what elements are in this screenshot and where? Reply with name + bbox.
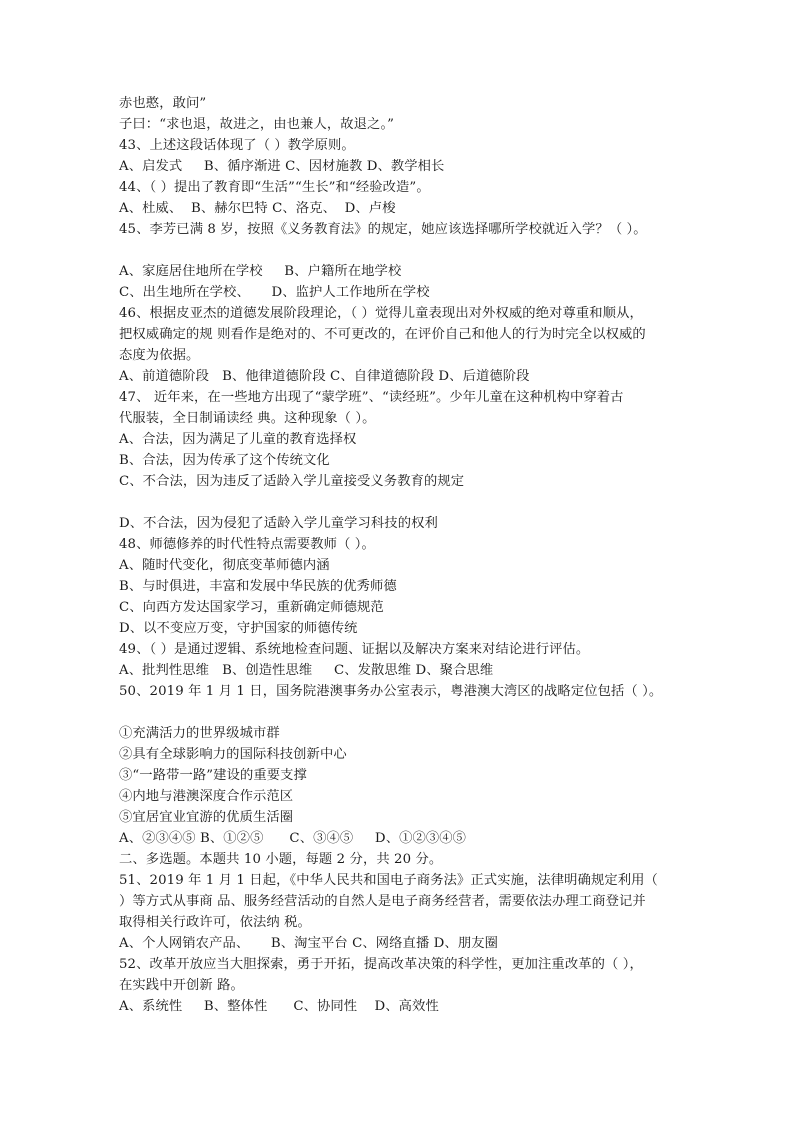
question-48-option-c: C、向西方发达国家学习，重新确定师德规范 (119, 600, 384, 615)
question-51: ）等方式从事商 品、服务经营活动的自然人是电子商务经营者，需要依法办理工商登记并 (119, 894, 646, 909)
question-45-options: C、出生地所在学校、 D、监护人工作地所在学校 (119, 285, 430, 300)
question-45: 45、李芳已满 8 岁，按照《义务教育法》的规定，她应该选择哪所学校就近入学？（ ）。 (119, 222, 647, 237)
question-44: 44、（ ）提出了教育即“生活”“生长”和“经验改造”。 (119, 180, 430, 195)
question-47-option-b: B、合法，因为传承了这个传统文化 (119, 453, 330, 468)
question-45-options: A、家庭居住地所在学校 B、户籍所在地学校 (119, 264, 402, 279)
question-46: 把权威确定的规 则看作是绝对的、不可更改的，在评价自己和他人的行为时完全以权威的 (119, 327, 646, 342)
question-50-item-3: ③“一路带一路”建设的重要支撑 (119, 768, 307, 783)
question-47-option-d: D、不合法，因为侵犯了适龄入学儿童学习科技的权利 (119, 516, 438, 531)
question-50-item-4: ④内地与港澳深度合作示范区 (119, 789, 294, 804)
text-line: 子曰：“求也退，故进之，由也兼人，故退之。” (119, 117, 395, 132)
text-line: 赤也憨，敢问” (119, 96, 207, 111)
question-47-option-c: C、不合法，因为违反了适龄入学儿童接受义务教育的规定 (119, 474, 465, 489)
question-51-options: A、个人网销农产品、 B、淘宝平台 C、网络直播 D、朋友圈 (119, 936, 499, 951)
question-52-options: A、系统性 B、整体性 C、协同性 D、高效性 (119, 999, 439, 1014)
question-46: 46、根据皮亚杰的道德发展阶段理论，（ ）觉得儿童表现出对外权威的绝对尊重和顺从， (119, 306, 643, 321)
question-43: 43、上述这段话体现了（ ）教学原则。 (119, 138, 355, 153)
question-50-item-1: ①充满活力的世界级城市群 (119, 726, 280, 741)
question-47-option-a: A、合法，因为满足了儿童的教育选择权 (119, 432, 357, 447)
question-49: 49、（ ）是通过逻辑、系统地检查问题、证据以及解决方案来对结论进行评估。 (119, 642, 590, 657)
question-48-option-b: B、与时俱进，丰富和发展中华民族的优秀师德 (119, 579, 397, 594)
question-48-option-a: A、随时代变化，彻底变革师德内涵 (119, 558, 330, 573)
question-50-item-2: ②具有全球影响力的国际科技创新中心 (119, 747, 347, 762)
question-48: 48、师德修养的时代性特点需要教师（ ）。 (119, 537, 375, 552)
question-44-options: A、杜威、 B、赫尔巴特 C、洛克、 D、卢梭 (119, 201, 396, 216)
question-46: 态度为依据。 (119, 348, 200, 363)
question-49-options: A、批判性思维 B、创造性思维 C、发散思维 D、聚合思维 (119, 663, 494, 678)
question-51: 取得相关行政许可，依法纳 税。 (119, 915, 311, 930)
question-51: 51、2019 年 1 月 1 日起，《中华人民共和国电子商务法》正式实施，法律明确规定利用（ (119, 873, 658, 888)
question-47: 代服装，全日制诵读经 典。这种现象（ ）。 (119, 411, 376, 426)
document-body (119, 93, 689, 1017)
question-43-options: A、启发式 B、循序渐进 C、因材施教 D、教学相长 (119, 159, 445, 174)
question-46-options: A、前道德阶段 B、他律道德阶段 C、自律道德阶段 D、后道德阶段 (119, 369, 530, 384)
question-48-option-d: D、以不变应万变，守护国家的师德传统 (119, 621, 358, 636)
blank-line (119, 702, 689, 723)
question-50-item-5: ⑤宜居宜业宜游的优质生活圈 (119, 810, 294, 825)
question-50-options: A、②③④⑤ B、①②⑤ C、③④⑤ D、①②③④⑤ (119, 831, 467, 846)
blank-line (119, 492, 689, 513)
question-47: 47、 近年来，在一些地方出现了“蒙学班”、“读经班”。少年儿童在这种机构中穿着古 (119, 390, 624, 405)
question-52: 在实践中开创新 路。 (119, 978, 244, 993)
section-heading: 二、多选题。本题共 10 小题，每题 2 分，共 20 分。 (119, 852, 443, 867)
question-52: 52、改革开放应当大胆探索，勇于开拓，提高改革决策的科学性，更加注重改革的（ ）， (119, 957, 643, 972)
blank-line (119, 240, 689, 261)
question-50: 50、2019 年 1 月 1 日，国务院港澳事务办公室表示，粤港澳大湾区的战略定位包括（ ）。 (119, 684, 663, 699)
